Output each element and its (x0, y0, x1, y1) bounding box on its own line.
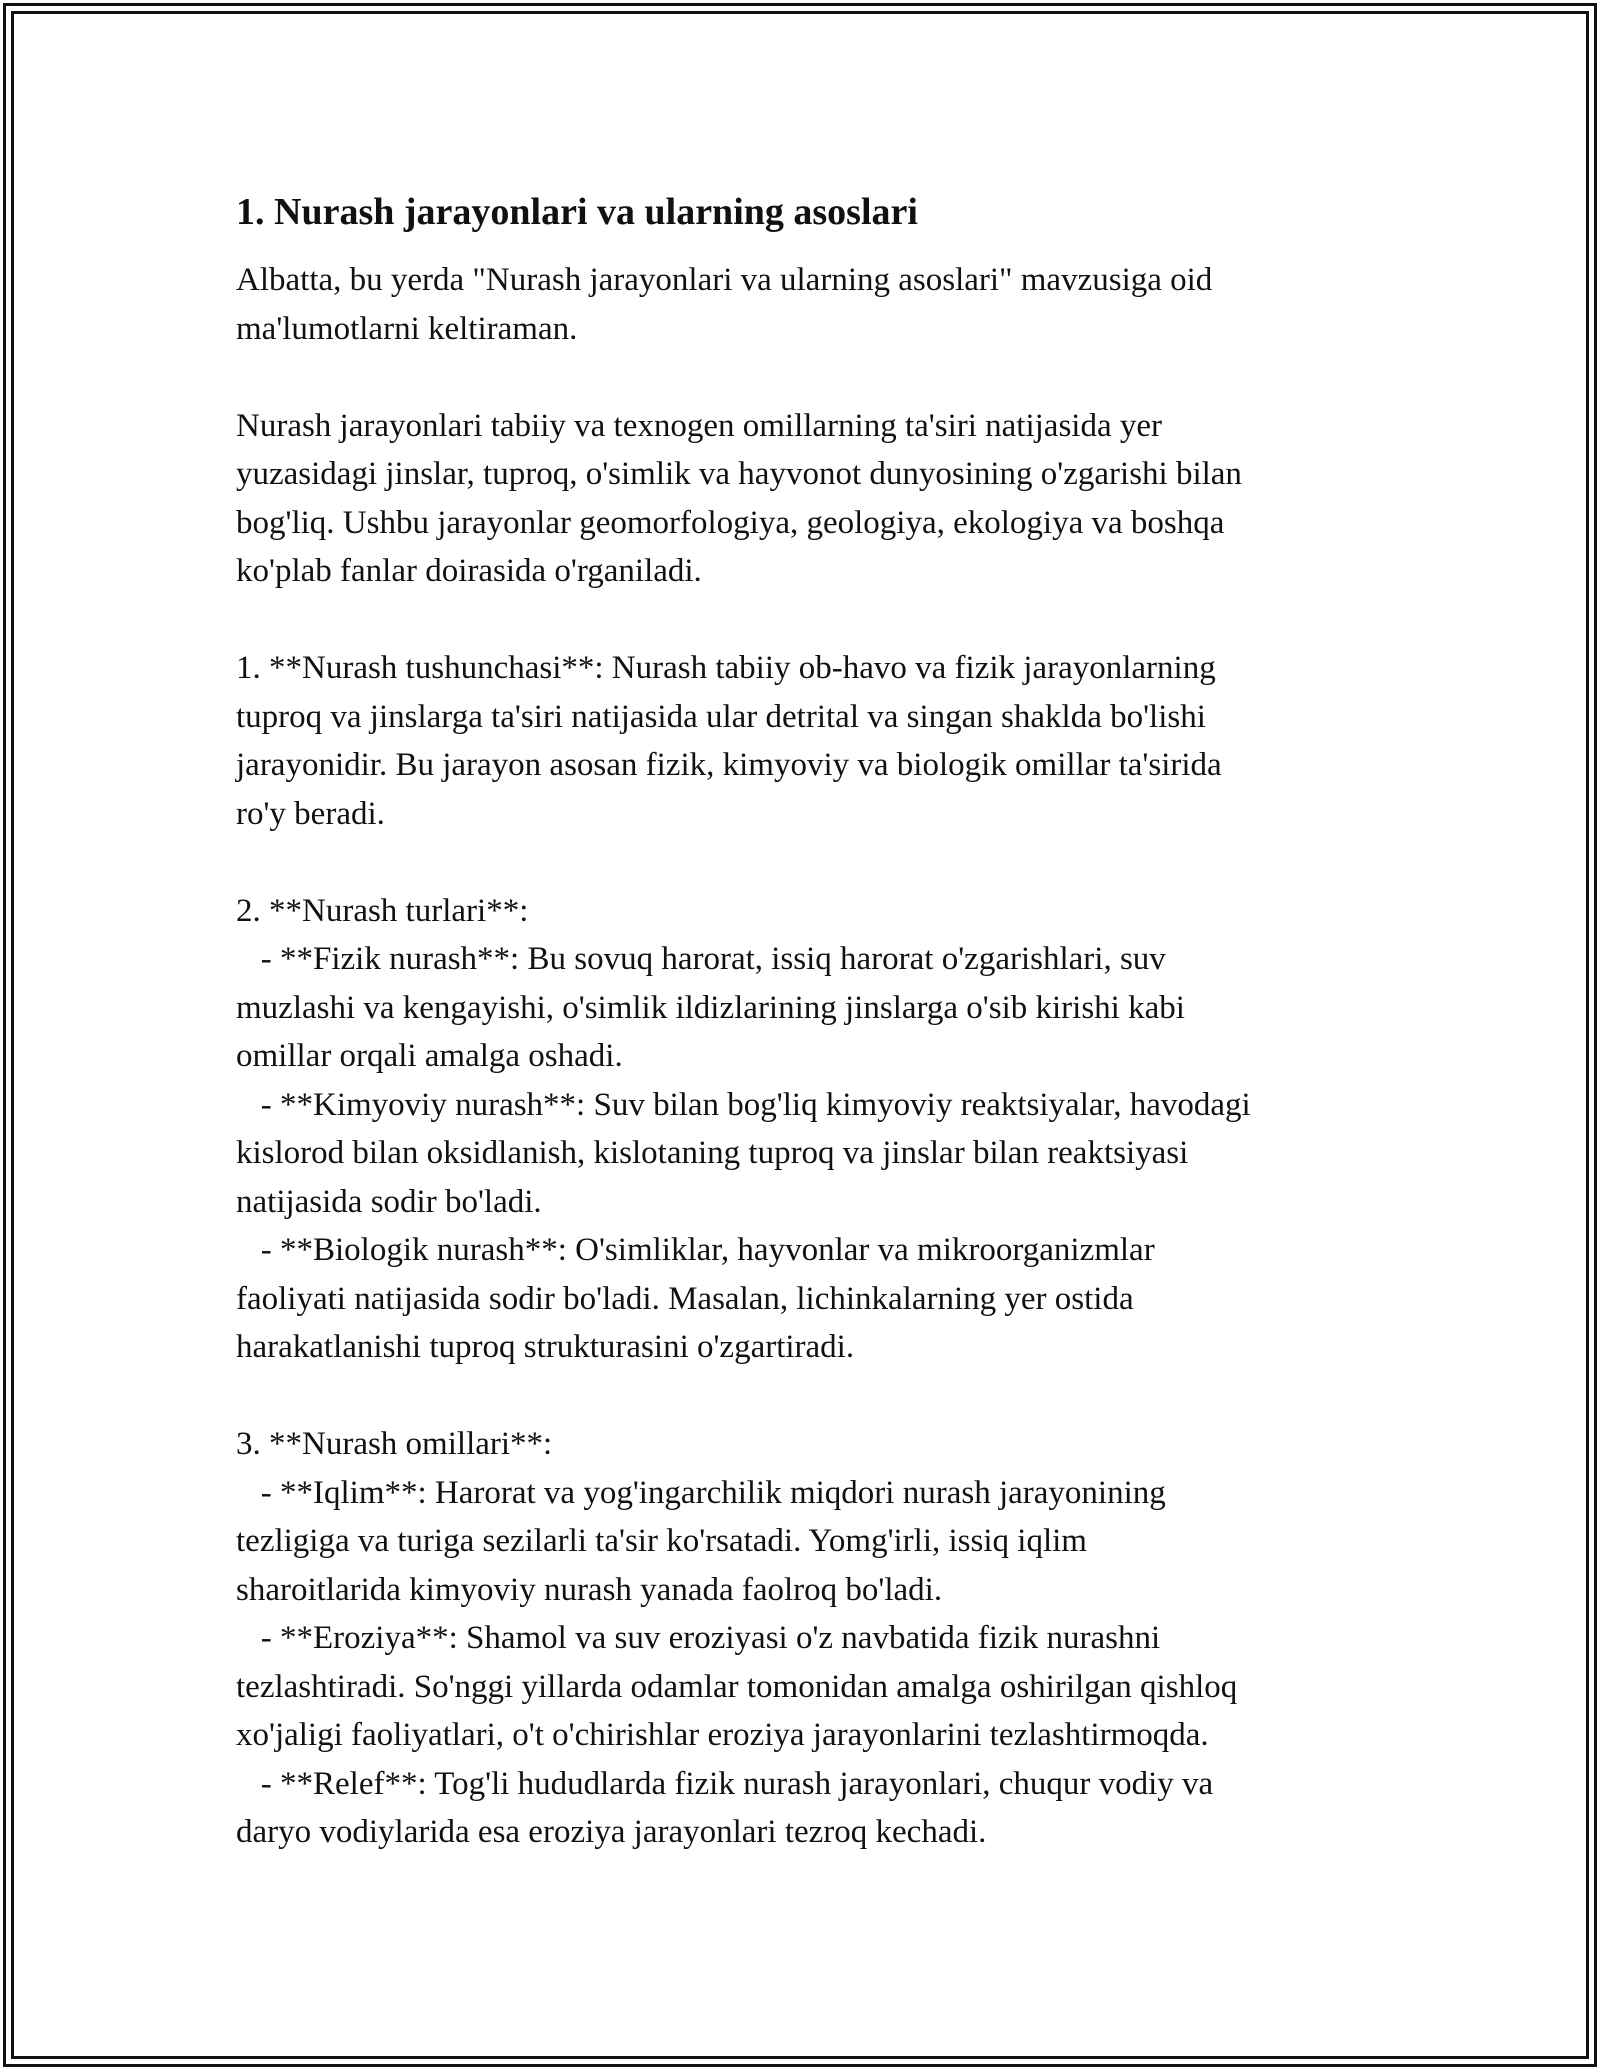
text-line: - **Iqlim**: Harorat va yog'ingarchilik miqdori nurash jarayonining (236, 1474, 1166, 1511)
text-line: 3. **Nurash omillari**: (236, 1426, 553, 1462)
text-line: jarayonidir. Bu jarayon asosan fizik, kimyoviy va biologik omillar ta'sirida (236, 747, 1222, 783)
text-line: bog'liq. Ushbu jarayonlar geomorfologiya, geologiya, ekologiya va boshqa (236, 504, 1225, 541)
text-line: omillar orqali amalga oshadi. (236, 1038, 623, 1074)
text-line: - **Relef**: Tog'li hududlarda fizik nurash jarayonlari, chuqur vodiy va (236, 1765, 1214, 1802)
text-line: yuzasidagi jinslar, tuproq, o'simlik va hayvonot dunyosining o'zgarishi bilan (236, 456, 1242, 492)
text-line (236, 353, 1386, 402)
document-title: 1. Nurash jarayonlari va ularning asoslari (236, 191, 918, 233)
text-line: Albatta, bu yerda "Nurash jarayonlari va ularning asoslari" mavzusiga oid (236, 262, 1213, 298)
text-line: tuproq va jinslarga ta'siri natijasida ular detrital va singan shaklda bo'lishi (236, 698, 1206, 735)
text-line: 1. **Nurash tushunchasi**: Nurash tabiiy ob-havo va fizik jarayonlarning (236, 650, 1216, 686)
text-line: muzlashi va kengayishi, o'simlik ildizlarining jinslarga o'sib kirishi kabi (236, 989, 1185, 1026)
text-line: harakatlanishi tuproq strukturasini o'zgartiradi. (236, 1329, 855, 1365)
text-line: tezligiga va turiga sezilarli ta'sir ko'rsatadi. Yomg'irli, issiq iqlim (236, 1523, 1087, 1559)
text-line: - **Biologik nurash**: O'simliklar, hayvonlar va mikroorganizmlar (236, 1232, 1155, 1268)
text-line: sharoitlarida kimyoviy nurash yanada faolroq bo'ladi. (236, 1571, 943, 1608)
text-line: Nurash jarayonlari tabiiy va texnogen omillarning ta'siri natijasida yer (236, 407, 1162, 444)
text-line: ma'lumotlarni keltiraman. (236, 310, 578, 347)
text-line (236, 1372, 1386, 1421)
text-line: - **Eroziya**: Shamol va suv eroziyasi o'z navbatida fizik nurashni (236, 1620, 1161, 1656)
text-line: faoliyati natijasida sodir bo'ladi. Masalan, lichinkalarning yer ostida (236, 1280, 1134, 1317)
text-line (236, 838, 1386, 887)
text-line: ro'y beradi. (236, 795, 385, 832)
text-line: ko'plab fanlar doirasida o'rganiladi. (236, 553, 702, 589)
text-line: tezlashtiradi. So'nggi yillarda odamlar tomonidan amalga oshirilgan qishloq (236, 1668, 1238, 1705)
text-line: xo'jaligi faoliyatlari, o't o'chirishlar eroziya jarayonlarini tezlashtirmoqda. (236, 1717, 1209, 1753)
text-line: 2. **Nurash turlari**: (236, 892, 529, 929)
text-line (236, 596, 1386, 645)
text-line: - **Kimyoviy nurash**: Suv bilan bog'liq kimyoviy reaktsiyalar, havodagi (236, 1086, 1251, 1123)
document-content (236, 188, 1386, 1857)
text-line: - **Fizik nurash**: Bu sovuq harorat, issiq harorat o'zgarishlari, suv (236, 941, 1166, 977)
text-line: natijasida sodir bo'ladi. (236, 1183, 542, 1220)
text-line: kislorod bilan oksidlanish, kislotaning tuproq va jinslar bilan reaktsiyasi (236, 1135, 1189, 1171)
document-body (236, 256, 1386, 1857)
text-line: daryo vodiylarida esa eroziya jarayonlari tezroq kechadi. (236, 1814, 987, 1850)
